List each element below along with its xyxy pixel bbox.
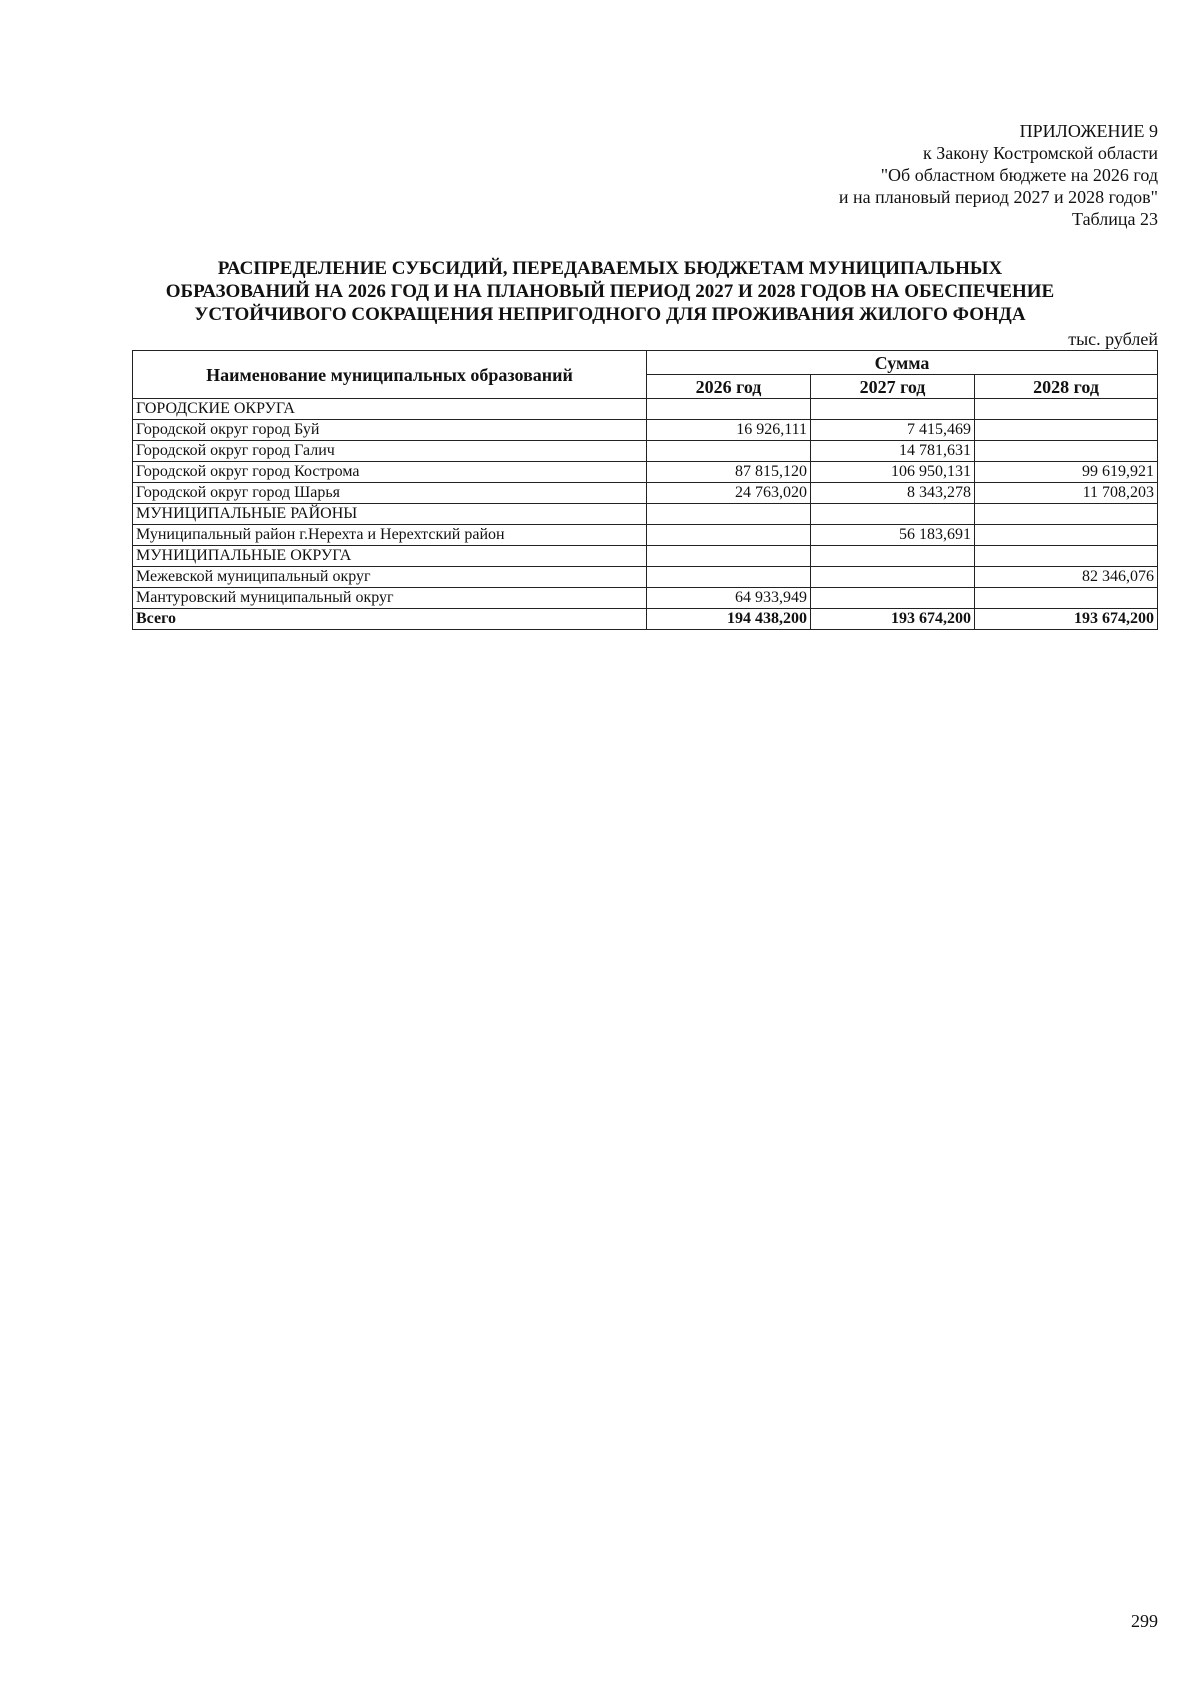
row-name: Городской округ город Буй [133, 420, 647, 441]
law-reference: к Закону Костромской области [922, 143, 1158, 163]
row-value-2028: 99 619,921 [975, 462, 1158, 483]
total-value-2027: 193 674,200 [811, 609, 975, 630]
column-header-name: Наименование муниципальных образований [133, 351, 647, 399]
table-row [133, 441, 1158, 462]
table-total-row [133, 609, 1158, 630]
row-value-2026: 64 933,949 [647, 588, 811, 609]
total-value-2026: 194 438,200 [647, 609, 811, 630]
title-line2: ОБРАЗОВАНИЙ НА 2026 ГОД И НА ПЛАНОВЫЙ ПЕРИОД 2027 И 2028 ГОДОВ НА ОБЕСПЕЧЕНИЕ [165, 281, 1055, 302]
row-value-2027 [811, 399, 975, 420]
row-value-2027: 7 415,469 [811, 420, 975, 441]
table-row [133, 420, 1158, 441]
row-value-2026: 87 815,120 [647, 462, 811, 483]
law-title-line1: "Об областном бюджете на 2026 год [880, 165, 1158, 185]
row-value-2026 [647, 525, 811, 546]
column-header-2027: 2027 год [811, 375, 975, 399]
total-value-2028: 193 674,200 [975, 609, 1158, 630]
row-value-2026 [647, 567, 811, 588]
row-value-2028 [975, 546, 1158, 567]
column-header-2026: 2026 год [647, 375, 811, 399]
table-row [133, 399, 1158, 420]
row-value-2027 [811, 546, 975, 567]
appendix-number: ПРИЛОЖЕНИЕ 9 [1019, 121, 1158, 141]
row-value-2026 [647, 546, 811, 567]
row-value-2027: 106 950,131 [811, 462, 975, 483]
row-value-2028 [975, 504, 1158, 525]
column-header-2028: 2028 год [975, 375, 1158, 399]
row-name: Городской округ город Кострома [133, 462, 647, 483]
row-value-2028 [975, 588, 1158, 609]
page-number: 299 [1131, 1611, 1158, 1631]
row-name: МУНИЦИПАЛЬНЫЕ РАЙОНЫ [133, 504, 647, 525]
table-label: Таблица 23 [1072, 209, 1158, 229]
row-name: МУНИЦИПАЛЬНЫЕ ОКРУГА [133, 546, 647, 567]
appendix-header [839, 120, 1158, 230]
row-name: Городской округ город Галич [133, 441, 647, 462]
row-name: Городской округ город Шарья [133, 483, 647, 504]
row-value-2028: 11 708,203 [975, 483, 1158, 504]
row-value-2027 [811, 504, 975, 525]
row-value-2026 [647, 399, 811, 420]
column-header-sum: Сумма [647, 351, 1158, 375]
row-value-2026: 24 763,020 [647, 483, 811, 504]
row-value-2026: 16 926,111 [647, 420, 811, 441]
table-row [133, 483, 1158, 504]
table-row [133, 567, 1158, 588]
row-value-2028 [975, 441, 1158, 462]
row-value-2027: 8 343,278 [811, 483, 975, 504]
table-row [133, 525, 1158, 546]
law-title-line2: и на плановый период 2027 и 2028 годов" [838, 187, 1158, 207]
row-name: Мантуровский муниципальный округ [133, 588, 647, 609]
row-value-2028: 82 346,076 [975, 567, 1158, 588]
row-value-2028 [975, 525, 1158, 546]
table-row [133, 504, 1158, 525]
title-line3: УСТОЙЧИВОГО СОКРАЩЕНИЯ НЕПРИГОДНОГО ДЛЯ ПРОЖИВАНИЯ ЖИЛОГО ФОНДА [194, 304, 1026, 325]
table-row [133, 546, 1158, 567]
subsidy-table [132, 350, 1158, 630]
document-title [130, 257, 1090, 326]
table-row [133, 588, 1158, 609]
row-value-2026 [647, 441, 811, 462]
row-value-2027 [811, 567, 975, 588]
row-value-2026 [647, 504, 811, 525]
row-name: Межевской муниципальный округ [133, 567, 647, 588]
row-value-2028 [975, 399, 1158, 420]
row-value-2027: 56 183,691 [811, 525, 975, 546]
row-value-2027 [811, 588, 975, 609]
total-label: Всего [133, 609, 647, 630]
row-name: Муниципальный район г.Нерехта и Нерехтский район [133, 525, 647, 546]
units-label: тыс. рублей [1068, 329, 1158, 349]
title-line1: РАСПРЕДЕЛЕНИЕ СУБСИДИЙ, ПЕРЕДАВАЕМЫХ БЮДЖЕТАМ МУНИЦИПАЛЬНЫХ [217, 258, 1003, 279]
table-row [133, 462, 1158, 483]
row-value-2028 [975, 420, 1158, 441]
row-value-2027: 14 781,631 [811, 441, 975, 462]
row-name: ГОРОДСКИЕ ОКРУГА [133, 399, 647, 420]
